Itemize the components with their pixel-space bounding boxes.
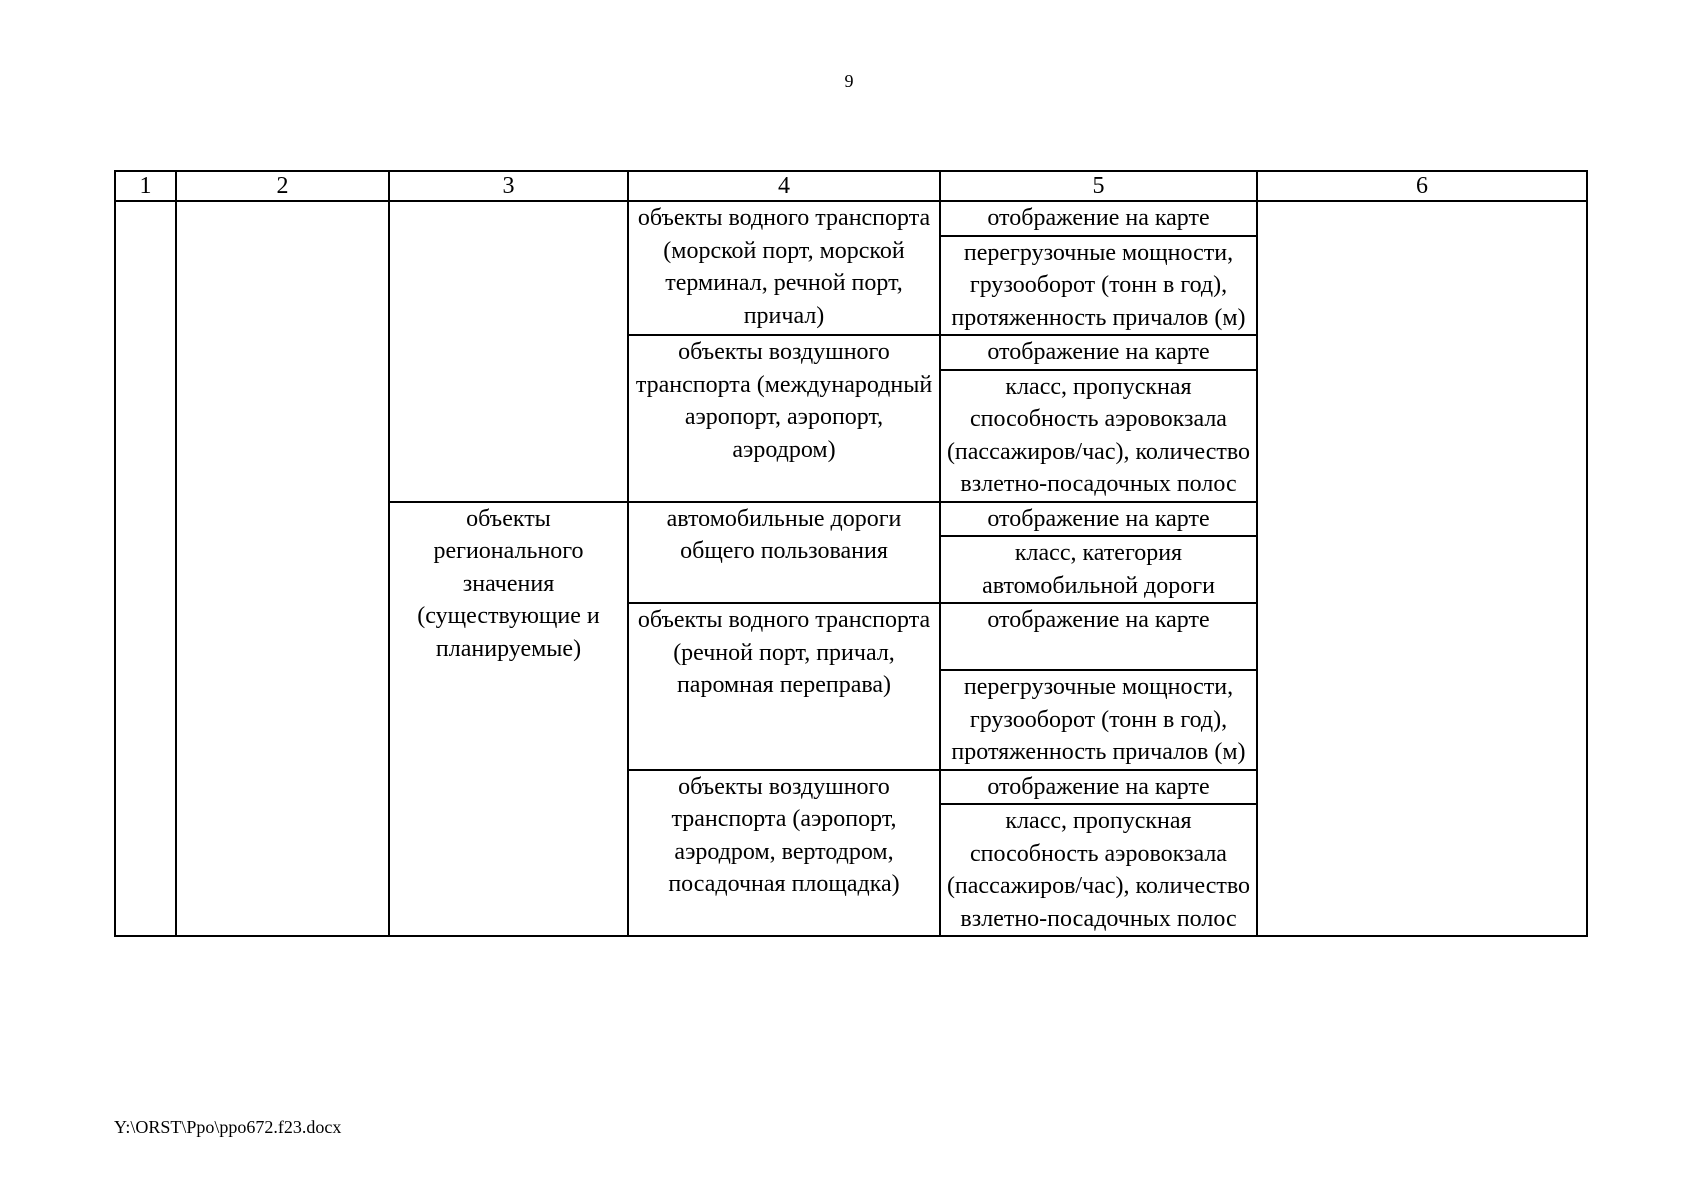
column-header-3: 3 bbox=[389, 171, 628, 201]
table-row bbox=[115, 201, 1587, 236]
column-header-5: 5 bbox=[940, 171, 1257, 201]
column-header-1: 1 bbox=[115, 171, 176, 201]
column-header-2: 2 bbox=[176, 171, 389, 201]
col1-cell bbox=[115, 201, 176, 936]
regional-water-params-cell: перегрузочные мощности, грузооборот (тонн в год), протяженность причалов (м) bbox=[940, 670, 1257, 770]
regional-air-transport-cell: объекты воздушного транспорта (аэропорт, аэродром, вертодром, посадочная площадка) bbox=[628, 770, 940, 937]
regional-water-transport-cell: объекты водного транспорта (речной порт, причал, паромная переправа) bbox=[628, 603, 940, 770]
water-params-cell: перегрузочные мощности, грузооборот (тонн в год), протяженность причалов (м) bbox=[940, 236, 1257, 336]
col6-cell bbox=[1257, 201, 1587, 936]
water-map-cell: отображение на карте bbox=[940, 201, 1257, 236]
col2-cell bbox=[176, 201, 389, 936]
col3-cell-federal bbox=[389, 201, 628, 502]
footer-file-path: Y:\ORST\Ppo\ppo672.f23.docx bbox=[114, 1117, 342, 1137]
roads-objects-cell: автомобильные дороги общего пользования bbox=[628, 502, 940, 604]
document-table bbox=[114, 170, 1588, 937]
regional-air-map-cell: отображение на карте bbox=[940, 770, 1257, 805]
roads-map-cell: отображение на карте bbox=[940, 502, 1257, 537]
regional-air-params-cell: класс, пропускная способность аэровокзала (пассажиров/час), количество взлетно-посадочных полос bbox=[940, 804, 1257, 936]
regional-water-map-cell: отображение на карте bbox=[940, 603, 1257, 670]
column-header-4: 4 bbox=[628, 171, 940, 201]
air-params-cell: класс, пропускная способность аэровокзала (пассажиров/час), количество взлетно-посадочных полос bbox=[940, 370, 1257, 502]
column-header-6: 6 bbox=[1257, 171, 1587, 201]
air-map-cell: отображение на карте bbox=[940, 335, 1257, 370]
header-row bbox=[115, 171, 1587, 201]
water-transport-objects-cell: объекты водного транспорта (морской порт, морской терминал, речной порт, причал) bbox=[628, 201, 940, 335]
roads-params-cell: класс, категория автомобильной дороги bbox=[940, 536, 1257, 603]
air-transport-objects-cell: объекты воздушного транспорта (международный аэропорт, аэропорт, аэродром) bbox=[628, 335, 940, 502]
page-number: 9 bbox=[844, 71, 854, 91]
regional-objects-cell: объекты регионального значения (существующие и планируемые) bbox=[389, 502, 628, 937]
